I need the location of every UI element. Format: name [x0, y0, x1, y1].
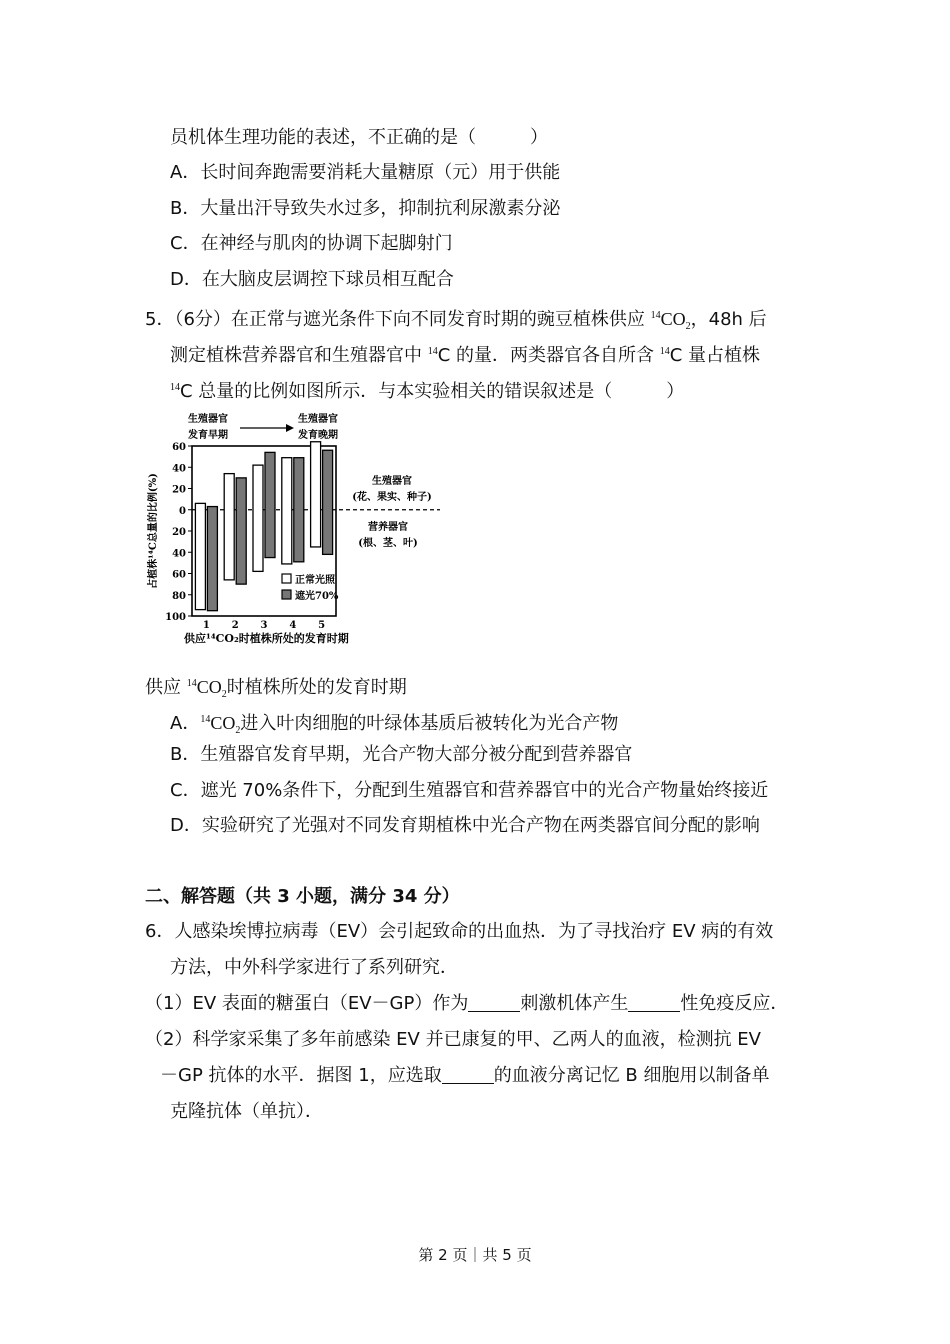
- x-axis-label: 供应¹⁴CO₂时植株所处的发育时期: [184, 632, 349, 645]
- q4-option-c: C．在神经与肌肉的协调下起脚射门: [170, 233, 453, 254]
- vegetative-sub-label: (根、茎、叶): [358, 538, 418, 549]
- section-title: 二、解答题（共 3 小题，满分 34 分）: [145, 886, 460, 907]
- q6-stem-line2: 方法，中外科学家进行了系列研究．: [170, 957, 458, 978]
- vegetative-label: 营养器官: [368, 522, 408, 533]
- q4-option-b: B．大量出汗导致失水过多，抑制抗利尿激素分泌: [170, 198, 561, 219]
- stage-late-label: 生殖器官: [298, 414, 338, 425]
- bar-normal-5: [311, 442, 321, 547]
- legend-label: 正常光照: [295, 575, 335, 586]
- y-tick-label: 40: [172, 463, 186, 475]
- q5-option-b: B．生殖器官发育早期，光合产物大部分被分配到营养器官: [170, 744, 633, 765]
- q6-part1: （1）EV 表面的糖蛋白（EV－GP）作为 刺激机体产生 性免疫反应．: [145, 993, 789, 1014]
- q6-part2-line3: 克隆抗体（单抗）．: [170, 1101, 323, 1122]
- answer-blank: [442, 1065, 494, 1084]
- legend-swatch: [282, 590, 291, 599]
- x-tick-label: 3: [260, 620, 268, 631]
- x-tick-label: 4: [289, 620, 297, 631]
- stage-late-label: 发育晚期: [298, 430, 338, 441]
- bar-normal-1: [195, 503, 205, 609]
- q6-part2-line2: －GP 抗体的水平．据图 1，应选取 的血液分离记忆 B 细胞用以制备单: [160, 1065, 770, 1086]
- q4-option-d: D．在大脑皮层调控下球员相互配合: [170, 269, 454, 290]
- bar-shaded-1: [207, 507, 217, 611]
- x-tick-label: 5: [318, 620, 326, 631]
- bar-shaded-3: [265, 452, 275, 557]
- y-tick-label: 60: [172, 442, 186, 453]
- bar-shaded-2: [236, 478, 246, 584]
- q5-option-d: D．实验研究了光强对不同发育期植株中光合产物在两类器官间分配的影响: [170, 815, 760, 836]
- q4-stem-continuation: 员机体生理功能的表述，不正确的是（ ）: [170, 127, 548, 148]
- bar-shaded-5: [323, 450, 333, 554]
- y-tick-label: 100: [165, 612, 186, 623]
- q5-stem-line1: 5．（6分）在正常与遮光条件下向不同发育时期的豌豆植株供应 $^{14}CO_2$，48h 后: [145, 309, 767, 332]
- x-tick-label: 1: [202, 620, 210, 631]
- q5-stem-line3: $^{14}$C 总量的比例如图所示．与本实验相关的错误叙述是（ ）: [170, 381, 685, 402]
- page-footer: 第 2 页｜共 5 页: [418, 1246, 532, 1264]
- y-tick-label: 20: [172, 527, 186, 538]
- stage-early-label: 发育早期: [188, 430, 228, 441]
- bar-shaded-4: [294, 458, 304, 562]
- photosynthate-distribution-chart: [140, 408, 450, 648]
- q5-stem-line2: 测定植株营养器官和生殖器官中 $^{14}$C 的量．两类器官各自所含 $^{14}$C 量占植株: [170, 345, 761, 366]
- legend-label: 遮光70%: [295, 591, 339, 602]
- bar-normal-3: [253, 465, 263, 571]
- legend-swatch: [282, 574, 291, 583]
- y-tick-label: 0: [179, 505, 186, 517]
- answer-blank: [628, 993, 680, 1012]
- y-tick-label: 80: [172, 590, 186, 602]
- q6-stem-line1: 6．人感染埃博拉病毒（EV）会引起致命的出血热．为了寻找治疗 EV 病的有效: [145, 921, 774, 942]
- bar-normal-2: [224, 474, 234, 580]
- stage-early-label: 生殖器官: [188, 414, 228, 425]
- x-tick-label: 2: [231, 620, 239, 631]
- q5-figure-caption: 供应 $^{14}CO_2$时植株所处的发育时期: [145, 677, 407, 700]
- y-axis-label: 占植株¹⁴C总量的比例(%): [148, 473, 159, 589]
- reproductive-sub-label: (花、果实、种子): [352, 492, 432, 503]
- q4-option-a: A．长时间奔跑需要消耗大量糖原（元）用于供能: [170, 162, 561, 183]
- bar-normal-4: [282, 458, 292, 564]
- q6-part2-line1: （2）科学家采集了多年前感染 EV 并已康复的甲、乙两人的血液，检测抗 EV: [145, 1029, 761, 1050]
- y-tick-label: 40: [172, 548, 186, 560]
- q5-option-c: C．遮光 70%条件下，分配到生殖器官和营养器官中的光合产物量始终接近: [170, 780, 769, 801]
- stage-arrow-head: [286, 424, 294, 432]
- y-tick-label: 20: [172, 484, 186, 496]
- answer-blank: [468, 993, 520, 1012]
- y-tick-label: 60: [172, 569, 186, 581]
- reproductive-label: 生殖器官: [372, 476, 412, 487]
- q5-option-a: A．$^{14}CO_2$进入叶肉细胞的叶绿体基质后被转化为光合产物: [170, 713, 619, 736]
